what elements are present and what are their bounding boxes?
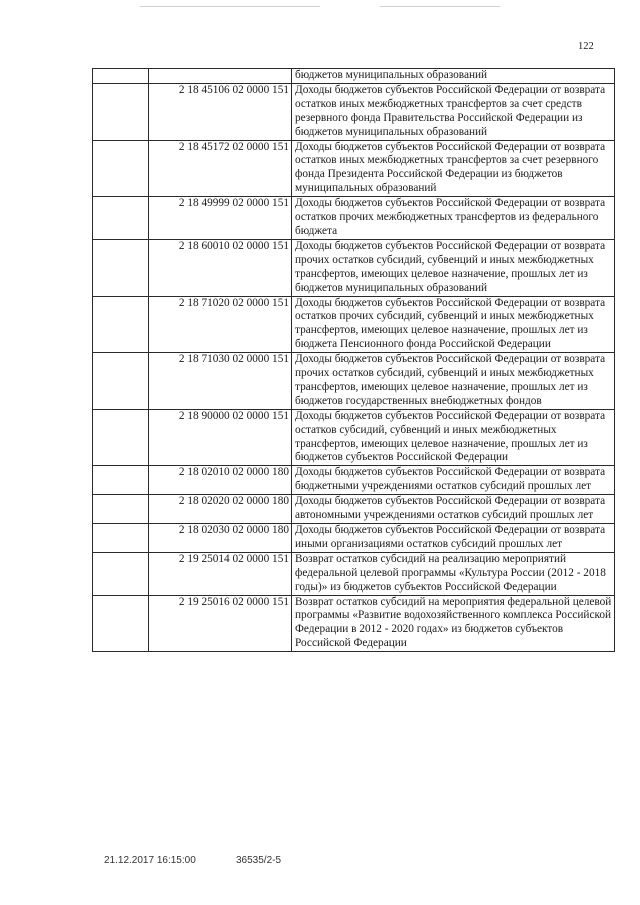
document-id: 36535/2-5: [236, 855, 282, 866]
budget-codes-table: [92, 68, 615, 652]
table-row: [93, 69, 615, 84]
table-row: [93, 409, 615, 466]
budget-code: 2 18 45172 02 0000 151: [149, 140, 292, 197]
page-number: 122: [578, 41, 594, 52]
revenue-description: Возврат остатков субсидий на мероприятия федеральной целевой программы «Развитие водохозяйственного комплекса Российской Федерации в 2012 - 2020 годах» из бюджетов субъектов Российской Федерации: [292, 595, 615, 652]
table-row: [93, 552, 615, 595]
table-cell-empty: [93, 466, 149, 495]
table-cell-empty: [93, 524, 149, 553]
revenue-description: Доходы бюджетов субъектов Российской Федерации от возврата прочих остатков субсидий, субвенций и иных межбюджетных трансфертов, имеющих целевое назначение, прошлых лет из бюджетов государственных внебюджетных фондов: [292, 353, 615, 410]
table-row: [93, 524, 615, 553]
table-cell-empty: [93, 197, 149, 240]
budget-code: 2 18 71030 02 0000 151: [149, 353, 292, 410]
budget-code: 2 18 02010 02 0000 180: [149, 466, 292, 495]
table-cell-empty: [93, 69, 149, 84]
table-row: [93, 239, 615, 296]
revenue-description: Доходы бюджетов субъектов Российской Федерации от возврата остатков иных межбюджетных трансфертов за счет средств резервного фонда Правительства Российской Федерации из бюджетов муниципальных образований: [292, 83, 615, 140]
table-cell-empty: [93, 552, 149, 595]
scan-artifact: [140, 6, 320, 7]
print-timestamp: 21.12.2017 16:15:00: [104, 855, 196, 866]
revenue-description: Доходы бюджетов субъектов Российской Федерации от возврата бюджетными учреждениями остатков субсидий прошлых лет: [292, 466, 615, 495]
table-cell-empty: [93, 140, 149, 197]
table-cell-empty: [93, 83, 149, 140]
budget-code: 2 19 25016 02 0000 151: [149, 595, 292, 652]
table-row: [93, 83, 615, 140]
budget-code: 2 18 90000 02 0000 151: [149, 409, 292, 466]
table-row: [93, 595, 615, 652]
table-cell-empty: [93, 409, 149, 466]
budget-code: [149, 69, 292, 84]
revenue-description: Доходы бюджетов субъектов Российской Федерации от возврата автономными учреждениями остатков субсидий прошлых лет: [292, 495, 615, 524]
scan-artifact: [380, 6, 500, 7]
revenue-description: Доходы бюджетов субъектов Российской Федерации от возврата остатков прочих субсидий, субвенций и иных межбюджетных трансфертов, имеющих целевое назначение, прошлых лет из бюджета Пенсионного фонда Российской Федерации: [292, 296, 615, 353]
budget-code: 2 18 02030 02 0000 180: [149, 524, 292, 553]
budget-code: 2 18 71020 02 0000 151: [149, 296, 292, 353]
table-row: [93, 495, 615, 524]
budget-code: 2 18 60010 02 0000 151: [149, 239, 292, 296]
revenue-description: Доходы бюджетов субъектов Российской Федерации от возврата остатков субсидий, субвенций и иных межбюджетных трансфертов, имеющих целевое назначение, прошлых лет из бюджетов субъектов Российской Федерации: [292, 409, 615, 466]
budget-code: 2 18 49999 02 0000 151: [149, 197, 292, 240]
budget-code: 2 18 02020 02 0000 180: [149, 495, 292, 524]
table-row: [93, 140, 615, 197]
table-cell-empty: [93, 595, 149, 652]
table-cell-empty: [93, 296, 149, 353]
table-cell-empty: [93, 239, 149, 296]
budget-code: 2 19 25014 02 0000 151: [149, 552, 292, 595]
revenue-description: Доходы бюджетов субъектов Российской Федерации от возврата прочих остатков субсидий, субвенций и иных межбюджетных трансфертов, имеющих целевое назначение, прошлых лет из бюджетов муниципальных образований: [292, 239, 615, 296]
table-cell-empty: [93, 353, 149, 410]
table-row: [93, 197, 615, 240]
table-row: [93, 466, 615, 495]
revenue-description: бюджетов муниципальных образований: [292, 69, 615, 84]
revenue-description: Возврат остатков субсидий на реализацию мероприятий федеральной целевой программы «Культура России (2012 - 2018 годы)» из бюджетов субъектов Российской Федерации: [292, 552, 615, 595]
table-row: [93, 353, 615, 410]
revenue-description: Доходы бюджетов субъектов Российской Федерации от возврата остатков прочих межбюджетных трансфертов из федерального бюджета: [292, 197, 615, 240]
budget-code: 2 18 45106 02 0000 151: [149, 83, 292, 140]
table-row: [93, 296, 615, 353]
revenue-description: Доходы бюджетов субъектов Российской Федерации от возврата иными организациями остатков субсидий прошлых лет: [292, 524, 615, 553]
table-cell-empty: [93, 495, 149, 524]
revenue-description: Доходы бюджетов субъектов Российской Федерации от возврата остатков иных межбюджетных трансфертов за счет резервного фонда Президента Российской Федерации из бюджетов муниципальных образований: [292, 140, 615, 197]
